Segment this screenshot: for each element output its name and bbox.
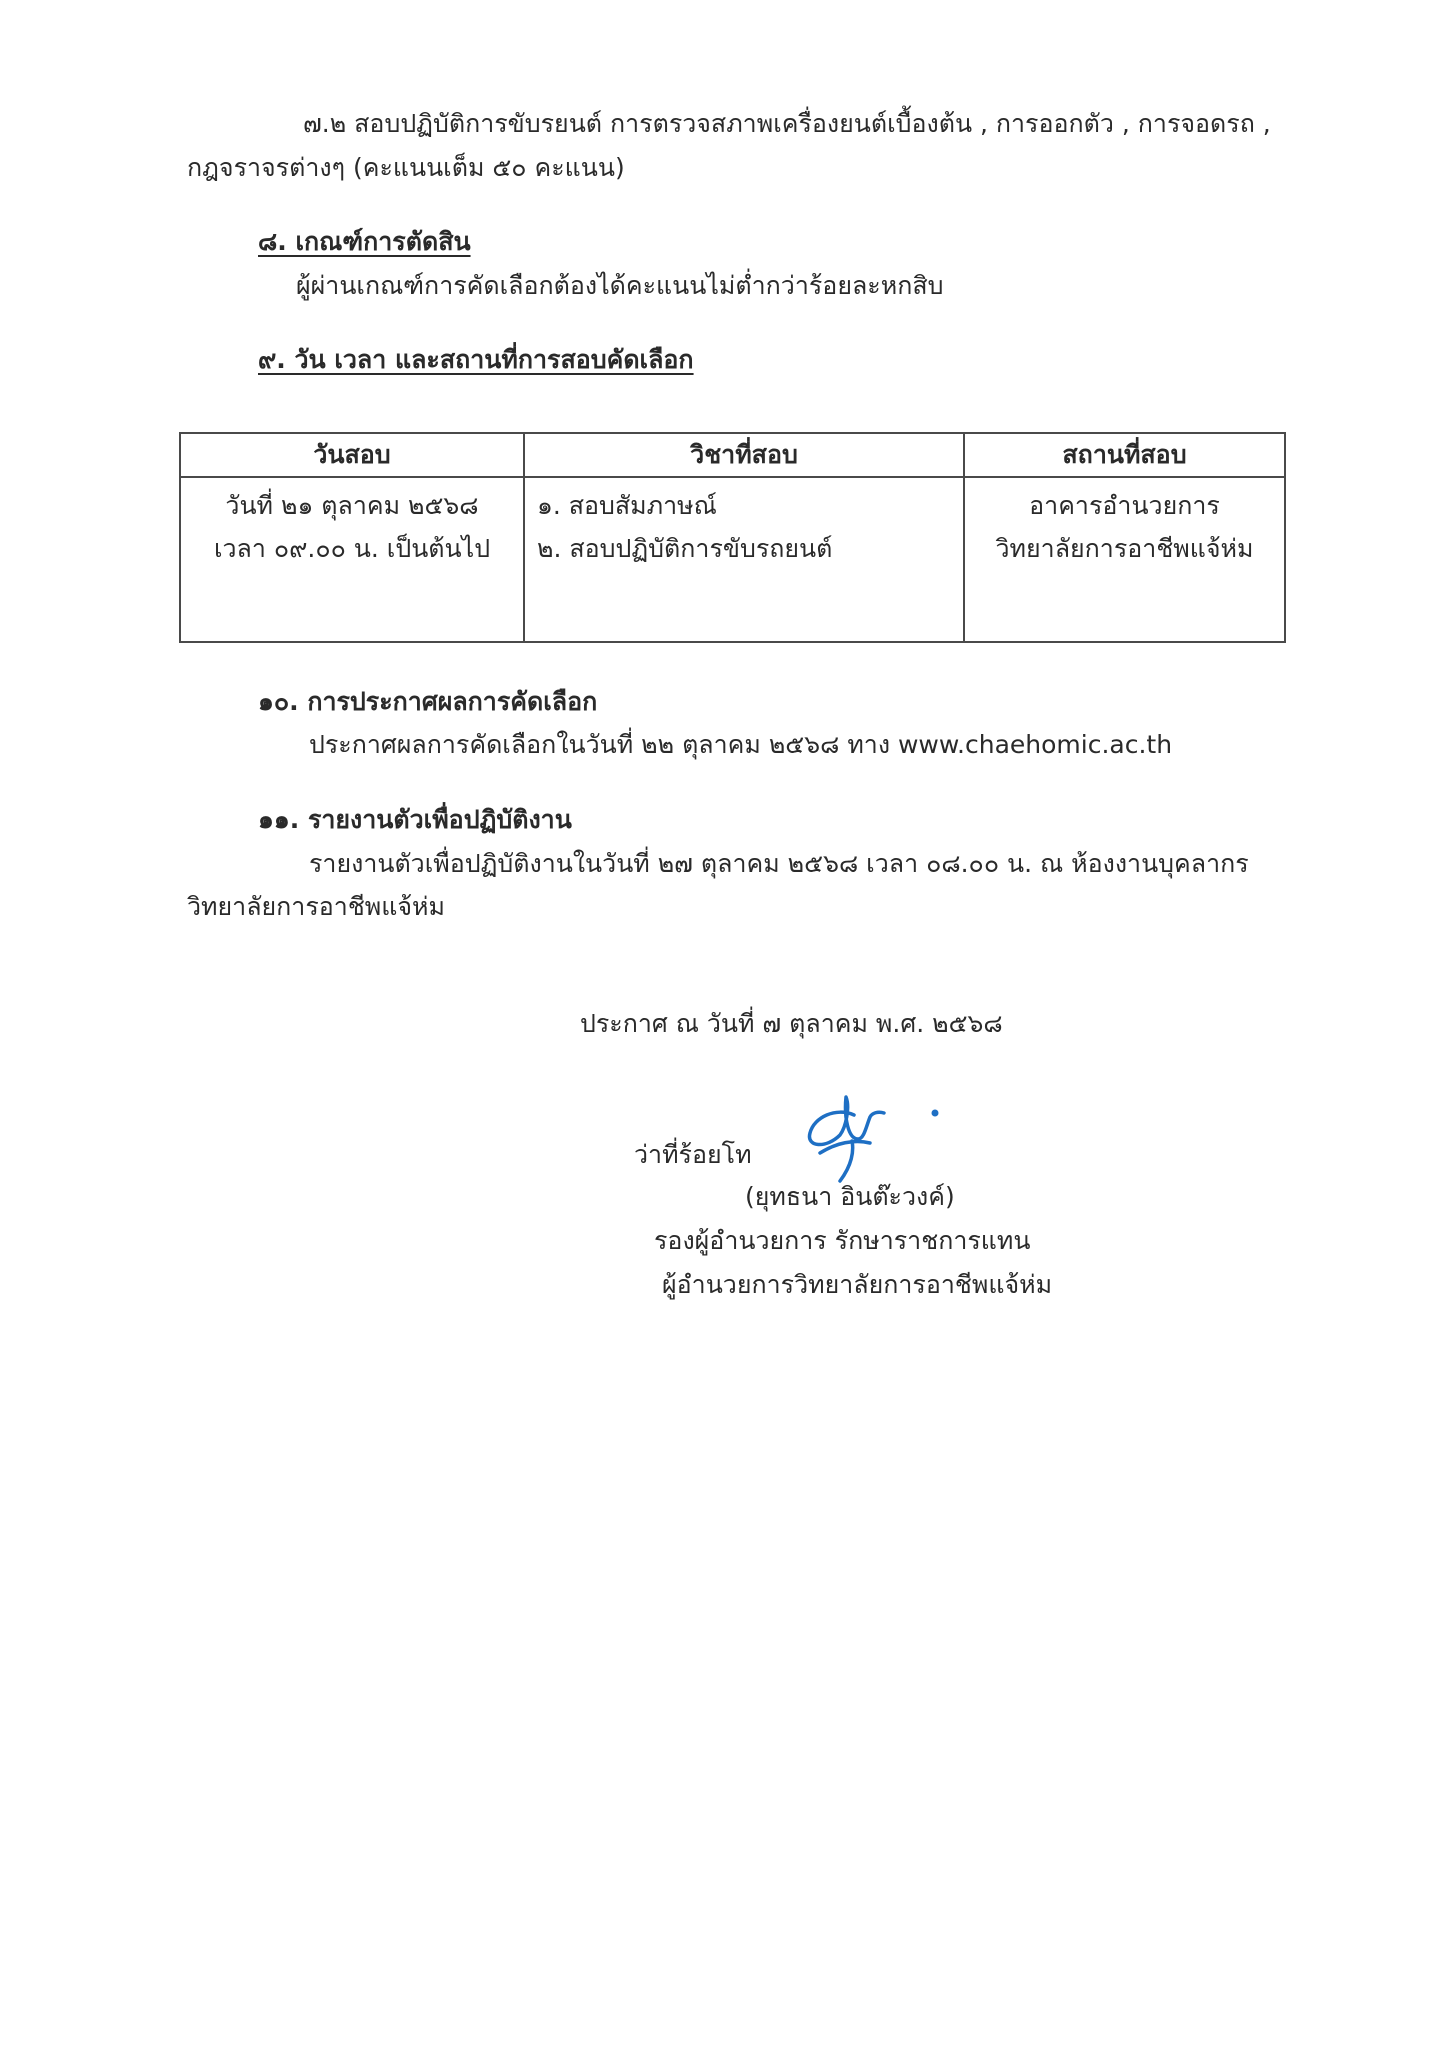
signatory-position-line2: ผู้อำนวยการวิทยาลัยการอาชีพแจ้ห่ม [662, 1270, 1053, 1299]
signatory-position-line1: รองผู้อำนวยการ รักษาราชการแทน [654, 1226, 1031, 1255]
handwritten-signature [796, 1087, 966, 1187]
section-11-body-line2: วิทยาลัยการอาชีพแจ้ห่ม [187, 892, 445, 921]
item-7-2-line2: กฎจราจรต่างๆ (คะแนนเต็ม ๕๐ คะแนน) [187, 153, 625, 182]
exam-subject-cell [524, 477, 964, 642]
section-8-body: ผู้ผ่านเกณฑ์การคัดเลือกต้องได้คะแนนไม่ต่ำกว่าร้อยละหกสิบ [296, 271, 944, 300]
header-exam-date: วันสอบ [180, 433, 524, 477]
header-exam-place: สถานที่สอบ [964, 433, 1285, 477]
exam-schedule-table [179, 432, 1286, 643]
item-7-2-line1: ๗.๒ สอบปฏิบัติการขับรยนต์ การตรวจสภาพเครื่องยนต์เบื้องต้น , การออกตัว , การจอดรถ , [303, 109, 1271, 138]
table-header-row [180, 433, 1285, 477]
announcement-date: ประกาศ ณ วันที่ ๗ ตุลาคม พ.ศ. ๒๕๖๘ [580, 1009, 1003, 1038]
exam-subject-2: ๒. สอบปฏิบัติการขับรถยนต์ [537, 534, 833, 563]
exam-date-line: วันที่ ๒๑ ตุลาคม ๒๕๖๘ [225, 491, 479, 520]
exam-place-line1: อาคารอำนวยการ [1029, 491, 1220, 520]
exam-place-cell [964, 477, 1285, 642]
section-8-heading: ๘. เกณฑ์การตัดสิน [258, 227, 471, 256]
section-11-heading: ๑๑. รายงานตัวเพื่อปฏิบัติงาน [258, 805, 572, 834]
exam-subject-1: ๑. สอบสัมภาษณ์ [537, 491, 717, 520]
header-exam-subject: วิชาที่สอบ [524, 433, 964, 477]
exam-place-line2: วิทยาลัยการอาชีพแจ้ห่ม [995, 534, 1254, 563]
section-10-heading: ๑๐. การประกาศผลการคัดเลือก [258, 687, 598, 716]
exam-time-line: เวลา ๐๙.๐๐ น. เป็นต้นไป [213, 534, 491, 563]
section-11-body-line1: รายงานตัวเพื่อปฏิบัติงานในวันที่ ๒๗ ตุลาคม ๒๕๖๘ เวลา ๐๘.๐๐ น. ณ ห้องงานบุคลากร [309, 849, 1249, 878]
section-10-body: ประกาศผลการคัดเลือกในวันที่ ๒๒ ตุลาคม ๒๕๖๘ ทาง www.chaehomic.ac.th [309, 730, 1173, 759]
table-row [180, 477, 1285, 642]
signature-dot [932, 1110, 939, 1117]
exam-date-cell [180, 477, 524, 642]
signatory-rank: ว่าที่ร้อยโท [634, 1140, 752, 1169]
signature-stroke-tail [840, 1141, 853, 1181]
section-9-heading: ๙. วัน เวลา และสถานที่การสอบคัดเลือก [258, 345, 694, 374]
signatory-name: (ยุทธนา อินต๊ะวงค์) [745, 1182, 955, 1211]
signature-stroke-main [809, 1097, 884, 1145]
